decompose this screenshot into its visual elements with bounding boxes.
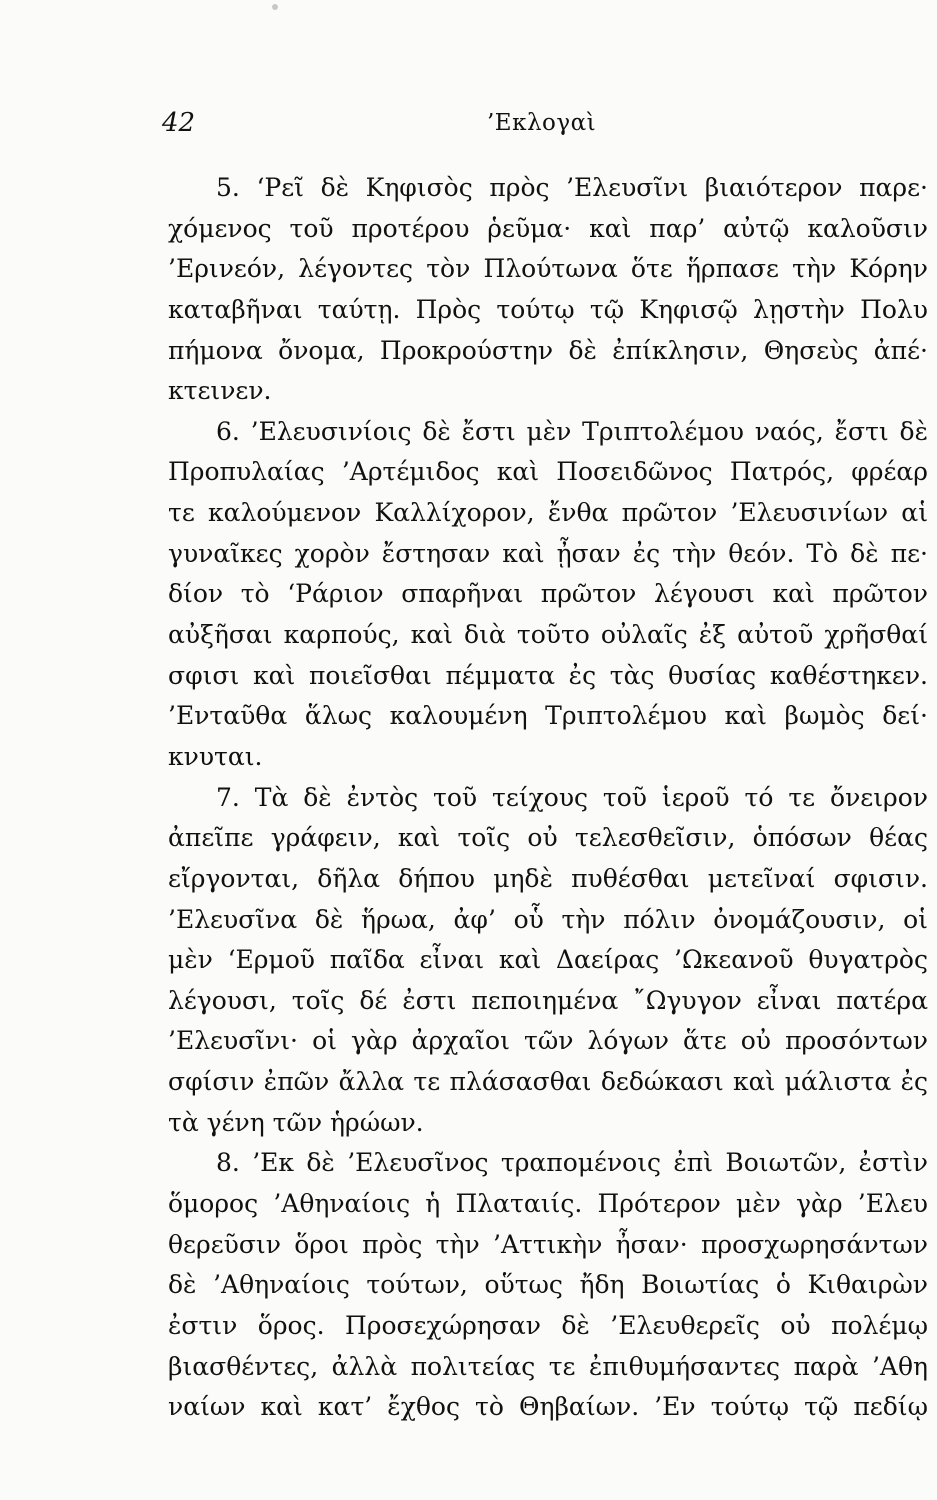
text-line: αὐξῆσαι καρπούς, καὶ διὰ τοῦτο οὐλαῖς ἐξ αὐτοῦ χρῆσθαί <box>168 620 928 650</box>
text-line: ’Ελευσῖνα δὲ ἥρωα, ἀφ’ οὗ τὴν πόλιν ὀνομάζουσιν, οἱ <box>168 904 928 934</box>
text-line: ἀπεῖπε γράφειν, καὶ τοῖς οὐ τελεσθεῖσιν, ὁπόσων θέας <box>168 823 928 853</box>
text-line: 6. ’Ελευσινίοις δὲ ἔστι μὲν Τριπτολέμου ναός, ἔστι δὲ <box>216 416 928 446</box>
text-line: ’Ελευσῖνι· οἱ γὰρ ἀρχαῖοι τῶν λόγων ἅτε οὐ προσόντων <box>168 1026 928 1056</box>
text-line: 5. ‘Ρεῖ δὲ Κηφισὸς πρὸς ’Ελευσῖνι βιαιότερον παρε· <box>216 173 928 202</box>
text-line: μὲν ‘Ερμοῦ παῖδα εἶναι καὶ Δαείρας ’Ωκεανοῦ θυγατρὸς <box>168 945 928 975</box>
text-line: χόμενος τοῦ προτέρου ῥεῦμα· καὶ παρ’ αὐτῷ καλοῦσιν <box>168 213 928 243</box>
text-line: τὰ γένη τῶν ἡρώων. <box>168 1107 424 1137</box>
text-line: ναίων καὶ κατ’ ἔχθος τὸ Θηβαίων. ’Εν τούτῳ τῷ πεδίῳ <box>168 1392 928 1422</box>
text-line: ἐστιν ὅρος. Προσεχώρησαν δὲ ’Ελευθερεῖς οὐ πολέμῳ <box>168 1310 928 1340</box>
text-line: τε καλούμενον Καλλίχορον, ἔνθα πρῶτον ’Ελευσινίων αἱ <box>168 498 928 528</box>
text-line: σφίσιν ἐπῶν ἄλλα τε πλάσασθαι δεδώκασι καὶ μάλιστα ἐς <box>168 1067 928 1097</box>
text-line: κνυται. <box>168 741 263 771</box>
text-line: ’Ενταῦθα ἅλως καλουμένη Τριπτολέμου καὶ βωμὸς δεί· <box>168 701 928 731</box>
text-line: ὅμορος ’Αθηναίοις ἡ Πλαταιίς. Πρότερον μὲν γὰρ ’Ελευ <box>168 1189 928 1219</box>
text-line: εἴργονται, δῆλα δήπου μηδὲ πυθέσθαι μετεῖναί σφισιν. <box>168 863 928 893</box>
text-line: σφισι καὶ ποιεῖσθαι πέμματα ἐς τὰς θυσίας καθέστηκεν. <box>168 660 928 690</box>
running-title: ’Εκλογαὶ <box>487 110 597 136</box>
body-text <box>168 168 928 1428</box>
text-line: 8. ’Εκ δὲ ’Ελευσῖνος τραπομένοις ἐπὶ Βοιωτῶν, ἐστὶν <box>216 1148 928 1178</box>
text-line: κτεινεν. <box>168 376 272 406</box>
page-header <box>162 108 922 148</box>
text-line: καταβῆναι ταύτῃ. Πρὸς τούτῳ τῷ Κηφισῷ λῃστὴν Πολυ <box>168 294 928 324</box>
text-line: δὲ ’Αθηναίοις τούτων, οὕτως ἤδη Βοιωτίας ὁ Κιθαιρὼν <box>168 1270 928 1300</box>
paper-speck <box>272 4 278 10</box>
text-line: ’Ερινεόν, λέγοντες τὸν Πλούτωνα ὅτε ἥρπασε τὴν Κόρην <box>168 254 928 284</box>
text-line: βιασθέντες, ἀλλὰ πολιτείας τε ἐπιθυμήσαντες παρὰ ’Αθη <box>168 1351 928 1381</box>
text-line: 7. Τὰ δὲ ἐντὸς τοῦ τείχους τοῦ ἱεροῦ τό τε ὄνειρον <box>216 782 928 812</box>
text-line: δίον τὸ ‘Ράριον σπαρῆναι πρῶτον λέγουσι καὶ πρῶτον <box>168 579 928 609</box>
text-line: λέγουσι, τοῖς δέ ἐστι πεποιημένα ῎Ωγυγον εἶναι πατέρα <box>168 985 928 1015</box>
text-line: θερεῦσιν ὅροι πρὸς τὴν ’Αττικὴν ἦσαν· προσχωρησάντων <box>168 1229 928 1259</box>
text-line: γυναῖκες χορὸν ἔστησαν καὶ ᾖσαν ἐς τὴν θεόν. Τὸ δὲ πε· <box>168 538 928 568</box>
text-line: πήμονα ὄνομα, Προκρούστην δὲ ἐπίκλησιν, Θησεὺς ἀπέ· <box>168 335 928 365</box>
page-number: 42 <box>162 108 196 138</box>
text-line: Προπυλαίας ’Αρτέμιδος καὶ Ποσειδῶνος Πατρός, φρέαρ <box>168 457 928 487</box>
